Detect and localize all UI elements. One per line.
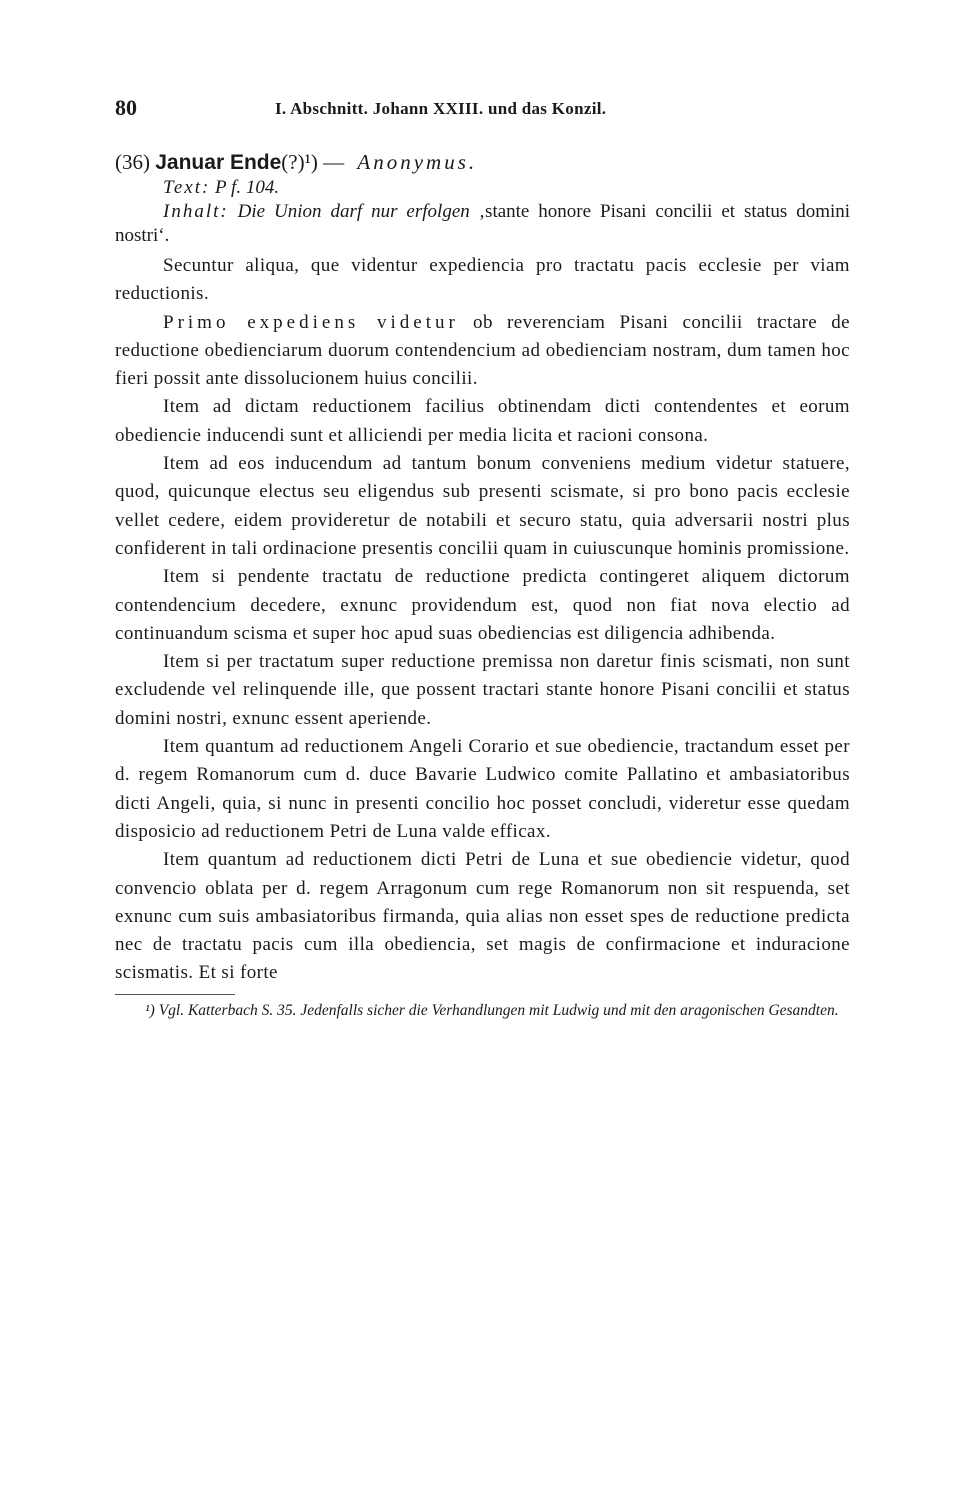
paragraph [115,393,850,450]
inhalt-text: Die Union darf nur erfolgen [237,201,470,222]
paragraph-text: Item quantum ad reductionem Angeli Corario et sue obediencie, tractandum esset per d. regem Romanorum cum d. duce Bavarie Ludwico comite Pallatino et ambasiatoribus dicti Angeli, quia, si nunc in presenti concilio hoc posset concludi, videretur esse quedam disposicio ad reductionem Petri de Luna valde efficax. [115,736,850,842]
entry-dash: — [323,150,345,174]
footnote [115,999,850,1022]
running-head: I. Abschnitt. Johann XXIII. und das Konzil. [275,99,607,118]
paragraph-lead: Primo expediens videtur [163,311,459,333]
page-header [115,95,850,129]
text-label: Text: [163,177,211,198]
footnote-text: Vgl. Katterbach S. 35. Jedenfalls sicher die Verhandlungen mit Ludwig und mit den aragonischen Gesandten. [158,1001,839,1019]
body-text [115,252,850,988]
paragraph [115,648,850,733]
paragraph [115,309,850,394]
paragraph-text: Secuntur aliqua, que videntur expediencia pro tractatu pacis ecclesie per viam reductionis. [115,255,850,305]
entry-text-ref [115,176,850,200]
page-number: 80 [115,95,137,120]
entry-author: Anonymus. [357,150,478,174]
paragraph-text: Item ad eos inducendum ad tantum bonum conveniens medium videtur statuere, quod, quicunque electus seu eligendus sub presenti scismate, si pro bono pacis ecclesie vellet cedere, eidem provideretur de notabili et securo statu, quia adversarii nostri plus confiderent in tali ordinacione presentis concilii quam in cuiuscunque hominis promissione. [115,453,850,559]
entry-heading [115,149,850,176]
paragraph-text: Item si per tractatum super reductione premissa non daretur finis scismati, non sunt excludende vel relinquende ille, que possent tractari stante honore Pisani concilii et status domini nostri, exnunc essent aperiende. [115,651,850,729]
paragraph [115,846,850,987]
paragraph [115,563,850,648]
paragraph [115,733,850,846]
paragraph-text: Item quantum ad reductionem dicti Petri de Luna et sue obediencie videtur, quod convencio oblata per d. regem Arragonum cum rege Romanorum non sit respuenda, set exnunc cum suis ambasiatoribus firmanda, quia alias non esset spes de reductione predicta nec de tractatu pacis cum illa obediencia, set magis de confirmacione et induracione scismatis. Et si forte [115,849,850,984]
inhalt-quote: ‚stante honore Pisani concilii et status domini nostri‘. [115,201,851,246]
paragraph-text: Item si pendente tractatu de reductione predicta contingeret aliquem dictorum contendencium decedere, exnunc providendum est, quod non fiat nova electio ad continuandum scisma et super hoc apud suas obediencias est diligencia adhibenda. [115,566,850,644]
entry-date: Januar Ende [155,151,282,174]
text-reference: P f. 104. [215,177,280,198]
entry-inhalt [115,200,850,248]
entry-number: (36) [115,150,150,174]
entry-date-query: (?)¹) [281,150,318,174]
footnote-marker: ¹) [145,1001,155,1019]
inhalt-label: Inhalt: [163,201,229,222]
paragraph-text: ob reverenciam Pisani concilii tractare de reductione obedienciarum duorum contendencium ad obedienciam nostram, dum tamen hoc fieri possit ante dissolucionem huius concilii. [115,311,851,390]
page [115,95,850,1022]
footnote-divider [115,994,235,995]
paragraph-text: Item ad dictam reductionem facilius obtinendam dicti contendentes et eorum obediencie inducendi sunt et alliciendi per media licita et racioni consona. [115,396,850,446]
paragraph [115,252,850,309]
paragraph [115,450,850,563]
